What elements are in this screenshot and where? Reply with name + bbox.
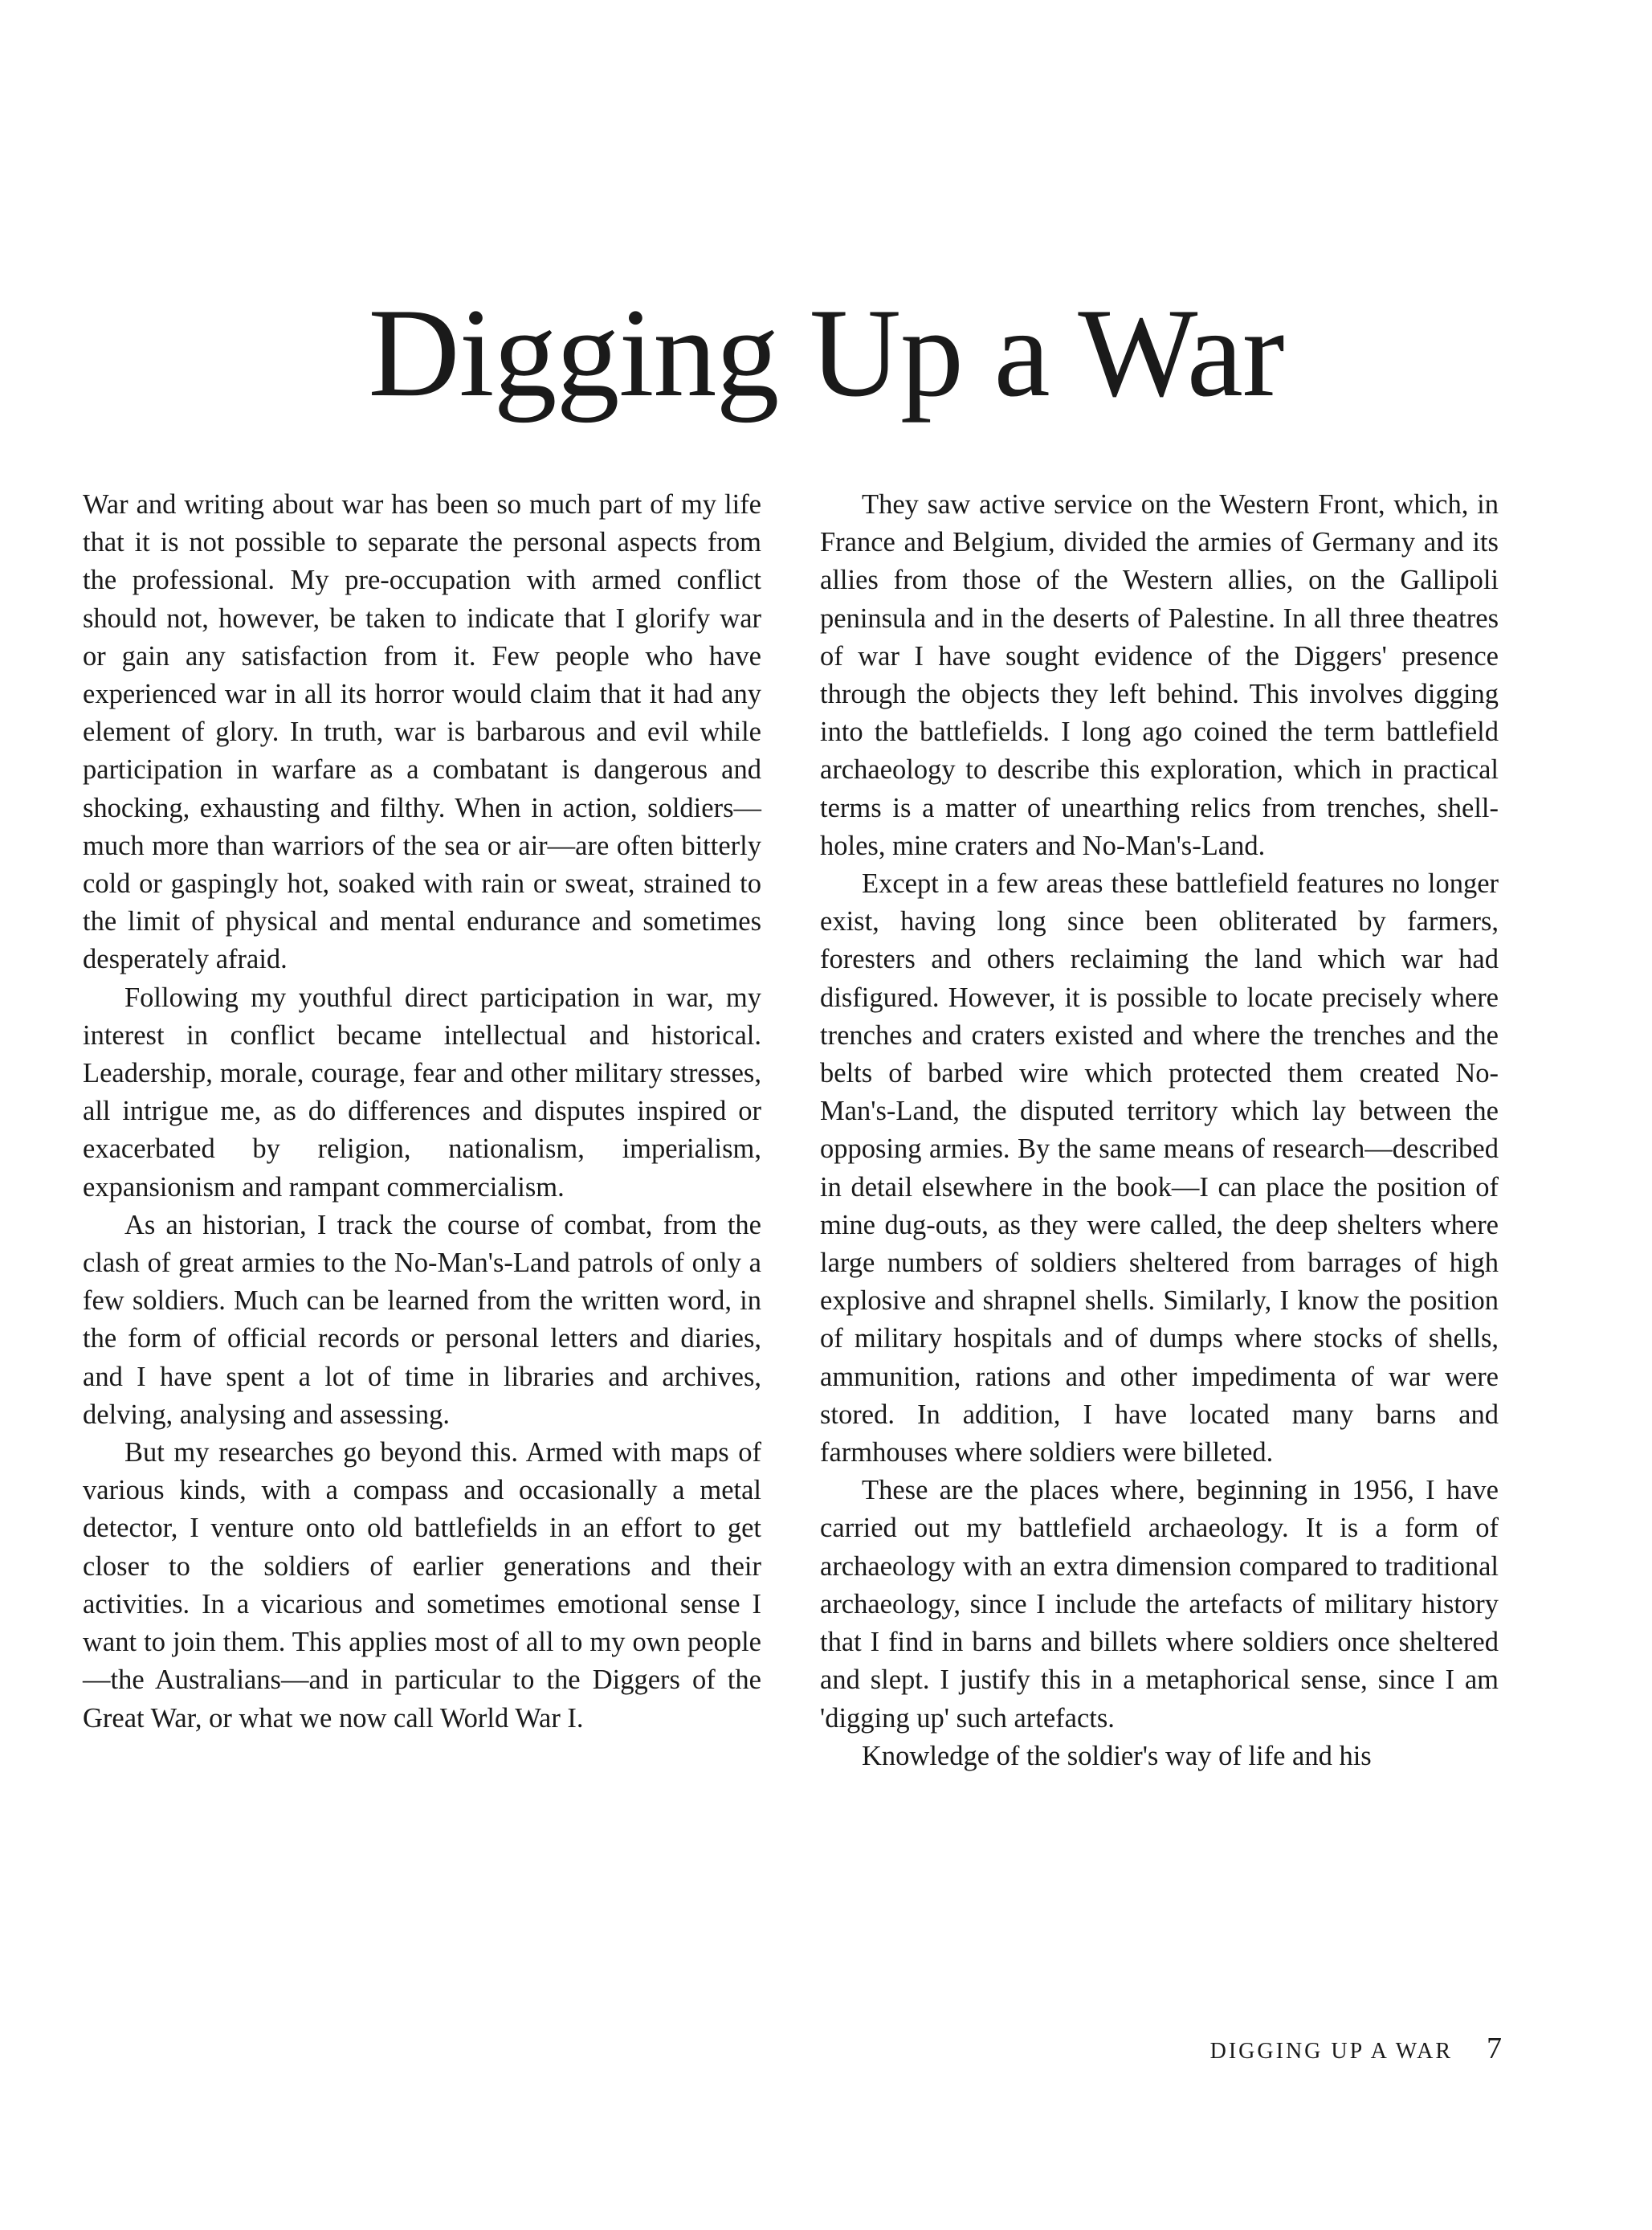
paragraph: As an historian, I track the course of combat, from the clash of great armies to the No-Man's-Land patrols of only a few soldiers. Much can be learned from the written word, in the form of official records or personal letters and diaries, and I have spent a lot of time in libraries and archives, delving, analysing and assessing. xyxy=(83,1209,761,1430)
paragraph: War and writing about war has been so much part of my life that it is not possible to separate the personal aspects from the professional. My pre-occupation with armed conflict should not, however, be taken to indicate that I glorify war or gain any satisfaction from it. Few people who have experienced war in all its horror would claim that it had any element of glory. In truth, war is barbarous and evil while participation in warfare as a combatant is dangerous and shocking, exhausting and filthy. When in action, soldiers—much more than warriors of the sea or air—are often bitterly cold or gaspingly hot, soaked with rain or sweat, strained to the limit of physical and mental endurance and sometimes desperately afraid. xyxy=(83,489,761,975)
paragraph: These are the places where, beginning in 1956, I have carried out my battlefield archaeology. It is a form of archaeology with an extra dimension compared to traditional archaeology, since I include the artefacts of military history that I find in barns and billets where soldiers once sheltered and slept. I justify this in a metaphorical sense, since I am 'digging up' such artefacts. xyxy=(820,1475,1499,1734)
paragraph: Following my youthful direct participation in war, my interest in conflict became intellectual and historical. Leadership, morale, courage, fear and other military stresses, all intrigue me, as do differences and disputes inspired or exacerbated by religion, nationalism, imperialism, expansionism and rampant commercialism. xyxy=(83,982,761,1203)
running-head: DIGGING UP A WAR xyxy=(1209,2039,1453,2064)
page-number: 7 xyxy=(1487,2032,1502,2065)
paragraph: They saw active service on the Western Front, which, in France and Belgium, divided the armies of Germany and its allies from those of the Western allies, on the Gallipoli peninsula and in the deserts of Palestine. In all three theatres of war I have sought evidence of the Diggers' presence through the objects they left behind. This involves digging into the battlefields. I long ago coined the term battlefield archaeology to describe this exploration, which in practical terms is a matter of unearthing relics from trenches, shell-holes, mine craters and No-Man's-Land. xyxy=(820,489,1499,861)
right-column xyxy=(820,486,1499,1775)
paragraph: But my researches go beyond this. Armed with maps of various kinds, with a compass and occasionally a metal detector, I venture onto old battlefields in an effort to get closer to the soldiers of earlier generations and their activities. In a vicarious and sometimes emotional sense I want to join them. This applies most of all to my own people—the Australians—and in particular to the Diggers of the Great War, or what we now call World War I. xyxy=(83,1437,761,1734)
page-title: Digging Up a War xyxy=(368,283,1284,423)
paragraph: Except in a few areas these battlefield features no longer exist, having long since been obliterated by farmers, foresters and others reclaiming the land which war had disfigured. However, it is possible to locate precisely where trenches and craters existed and where the trenches and the belts of barbed wire which protected them created No-Man's-Land, the disputed territory which lay between the opposing armies. By the same means of research—described in detail elsewhere in the book—I can place the position of mine dug-outs, as they were called, the deep shelters where large numbers of soldiers sheltered from barrages of high explosive and shrapnel shells. Similarly, I know the position of military hospitals and of dumps where stocks of shells, ammunition, rations and other impedimenta of war were stored. In addition, I have located many barns and farmhouses where soldiers were billeted. xyxy=(820,868,1499,1468)
page-footer xyxy=(803,2032,1502,2068)
left-column xyxy=(83,486,761,1738)
paragraph: Knowledge of the soldier's way of life and his xyxy=(862,1740,1372,1771)
